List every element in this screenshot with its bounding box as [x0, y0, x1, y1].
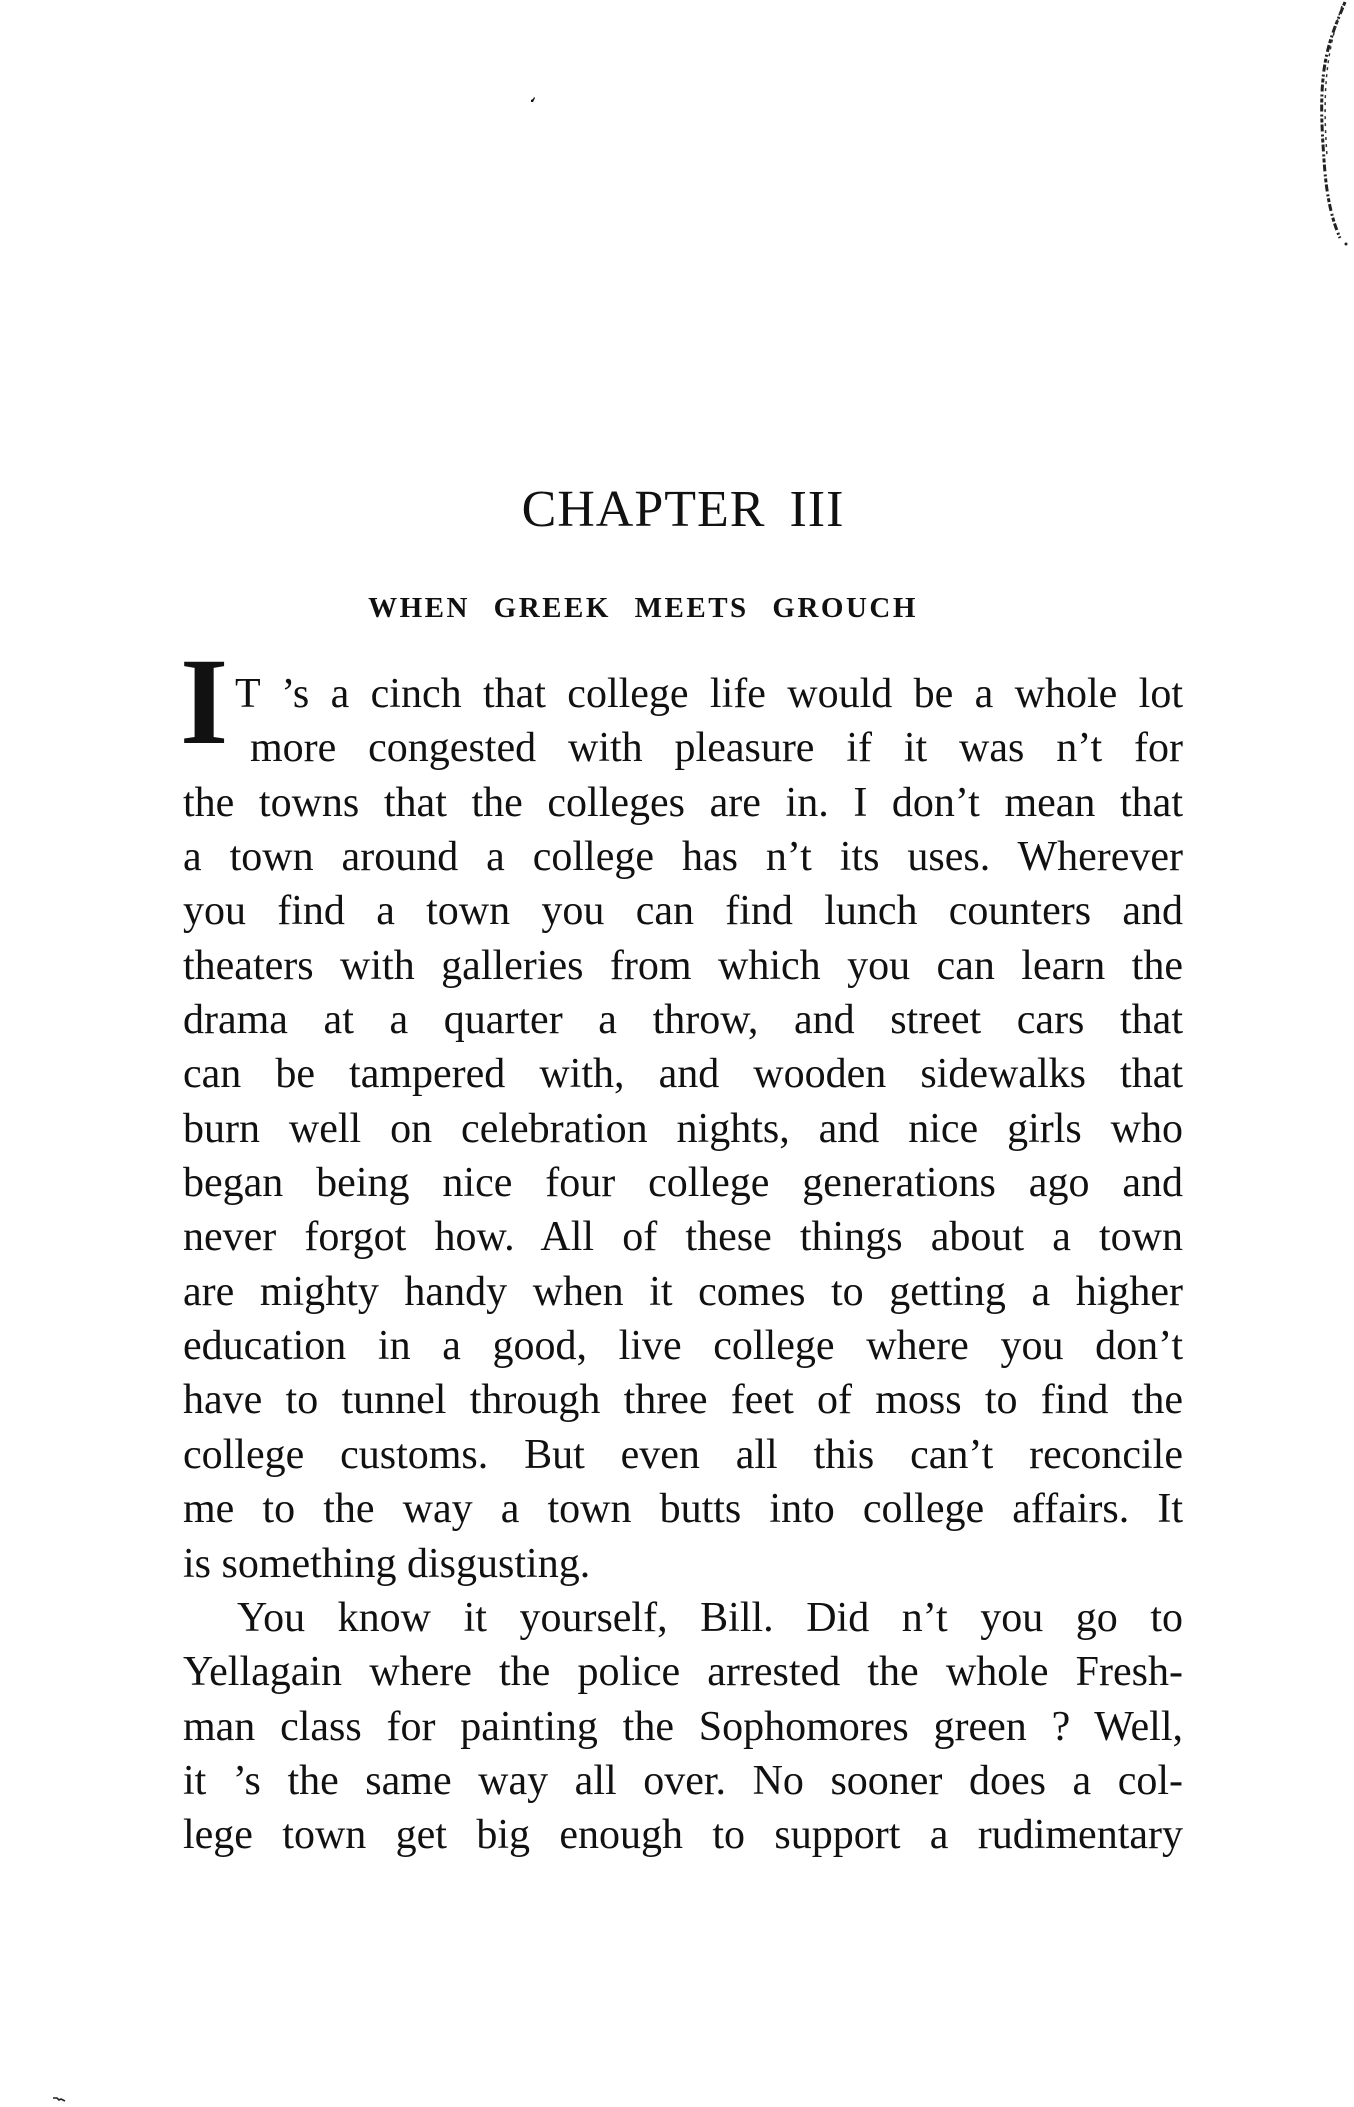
text-line: it ’s the same way all over. No sooner does a col-: [183, 1757, 1183, 1804]
chapter-subtitle: WHEN GREEK MEETS GROUCH: [368, 592, 918, 624]
corner-ink-mark: [52, 2096, 66, 2102]
text-line: lege town get big enough to support a rudimentary: [183, 1812, 1183, 1859]
chapter-body-text: [183, 667, 1183, 1863]
text-line: drama at a quarter a throw, and street cars that: [183, 997, 1183, 1044]
text-line: man class for painting the Sophomores green ? Well,: [183, 1703, 1183, 1750]
text-line: can be tampered with, and wooden sidewalks that: [183, 1051, 1183, 1098]
text-line: you find a town you can find lunch counters and: [183, 888, 1183, 935]
text-line: theaters with galleries from which you can learn the: [183, 942, 1183, 989]
text-line: me to the way a town butts into college affairs. It: [183, 1486, 1183, 1533]
text-line: are mighty handy when it comes to getting a higher: [183, 1268, 1183, 1315]
margin-scribble-mark: [1300, 0, 1354, 250]
text-line: have to tunnel through three feet of moss to find the: [183, 1377, 1183, 1424]
stray-ink-dot: [530, 96, 536, 103]
drop-cap: I: [180, 633, 229, 770]
text-line: education in a good, live college where you don’t: [183, 1323, 1183, 1370]
paragraph-start-line: You know it yourself, Bill. Did n’t you go to: [237, 1594, 1183, 1641]
chapter-title: CHAPTER III: [521, 481, 845, 538]
text-line: never forgot how. All of these things about a town: [183, 1214, 1183, 1261]
text-line: burn well on celebration nights, and nice girls who: [183, 1105, 1183, 1152]
paragraph-end-line: is something disgusting.: [183, 1540, 591, 1587]
text-line: the towns that the colleges are in. I don’t mean that: [183, 779, 1183, 826]
text-line: a town around a college has n’t its uses. Wherever: [183, 834, 1183, 881]
text-line: Yellagain where the police arrested the whole Fresh-: [183, 1649, 1183, 1696]
text-line: more congested with pleasure if it was n’t for: [250, 725, 1183, 772]
text-line: began being nice four college generations ago and: [183, 1160, 1183, 1207]
text-line: college customs. But even all this can’t reconcile: [183, 1431, 1183, 1478]
text-line: T ’s a cinch that college life would be a whole lot: [235, 671, 1183, 717]
